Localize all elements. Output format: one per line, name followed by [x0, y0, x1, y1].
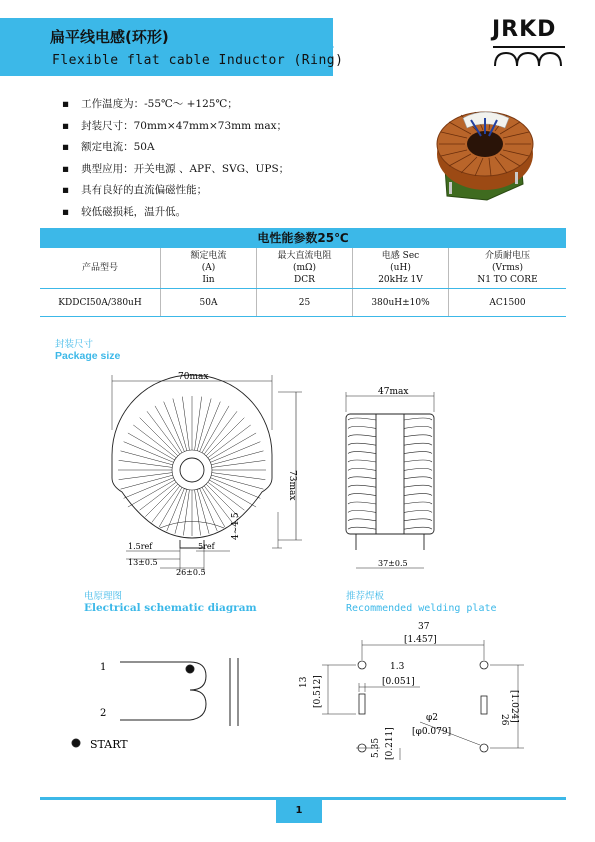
feature-item: ▪ 工作温度为：-55℃～ +125℃； [62, 94, 289, 116]
welding-title-cn: 推荐焊板 [346, 591, 385, 602]
weld-h1-in: [0.512] [313, 675, 323, 708]
dim-side-width: 47max [378, 387, 409, 397]
dim-front-height: 73max [287, 470, 297, 501]
title-cn: 扁平线电感(环形) [50, 28, 169, 46]
schematic-title-en: Electrical schematic diagram [84, 602, 257, 614]
package-title-cn: 封装尺寸 [55, 339, 94, 350]
weld-h3-in: [1.024] [509, 690, 519, 723]
header-cell-model: 产品型号 [40, 248, 161, 289]
weld-width-mm: 37 [418, 622, 430, 632]
dim-lead-length: 4~4.5 [231, 512, 241, 540]
cell-model: KDDCI50A/380uH [40, 289, 161, 317]
cell-voltage: AC1500 [449, 289, 567, 317]
cell-dcr: 25 [257, 289, 353, 317]
weld-width-in: [1.457] [404, 635, 437, 645]
pin-1-label: 1 [100, 662, 107, 673]
dim-side-pitch: 37±0.5 [378, 559, 408, 568]
table-title: 电性能参数25℃ [40, 228, 566, 248]
dim-ref-2: 5ref [198, 542, 215, 551]
pin-2-label: 2 [100, 708, 107, 719]
weld-h1-mm: 13 [299, 676, 309, 688]
welding-title-en: Recommended welding plate [346, 603, 497, 614]
side-view-drawing [346, 392, 434, 568]
page-number: 1 [276, 799, 322, 823]
cell-inductance: 380uH±10% [353, 289, 449, 317]
feature-item: ▪ 具有良好的直流偏磁性能； [62, 180, 289, 202]
weld-hole-mm: φ2 [426, 713, 439, 723]
dim-ref-1: 1.5ref [128, 542, 153, 551]
weld-h2-in: [0.211] [385, 727, 395, 760]
schematic-drawing [72, 658, 238, 747]
logo-text: JRKD [492, 17, 557, 42]
welding-plate-drawing [322, 640, 524, 760]
feature-item: ▪ 额定电流：50A [62, 137, 289, 159]
header-cell-voltage: 介质耐电压 (Vrms) N1 TO CORE [449, 248, 567, 289]
dim-spacing-2: 26±0.5 [176, 568, 206, 577]
title-en: Flexible flat cable Inductor (Ring) [52, 53, 344, 68]
header-cell-dcr: 最大直流电阻 (mΩ) DCR [257, 248, 353, 289]
weld-slot-mm: 1.3 [390, 662, 405, 672]
weld-h2-mm: 5.35 [371, 737, 381, 758]
feature-item: ▪ 封装尺寸：70mm×47mm×73mm max； [62, 116, 289, 138]
dim-spacing-1: 13±0.5 [128, 558, 158, 567]
weld-hole-in: [φ0.079] [412, 727, 452, 737]
header-cell-inductance: 电感 Sec (uH) 20kHz 1V [353, 248, 449, 289]
weld-h3-mm: 26 [499, 714, 509, 726]
dim-front-width: 70max [178, 372, 209, 382]
cell-current: 50A [161, 289, 257, 317]
start-label: START [90, 738, 128, 751]
weld-slot-in: [0.051] [382, 677, 415, 687]
feature-item: ▪ 较低磁损耗，温升低。 [62, 202, 289, 224]
header-cell-current: 额定电流 (A) Iin [161, 248, 257, 289]
feature-item: ▪ 典型应用：开关电源 、APF、SVG、UPS； [62, 159, 289, 181]
schematic-title-cn: 电原理图 [84, 591, 123, 602]
package-title-en: Package size [55, 350, 121, 362]
